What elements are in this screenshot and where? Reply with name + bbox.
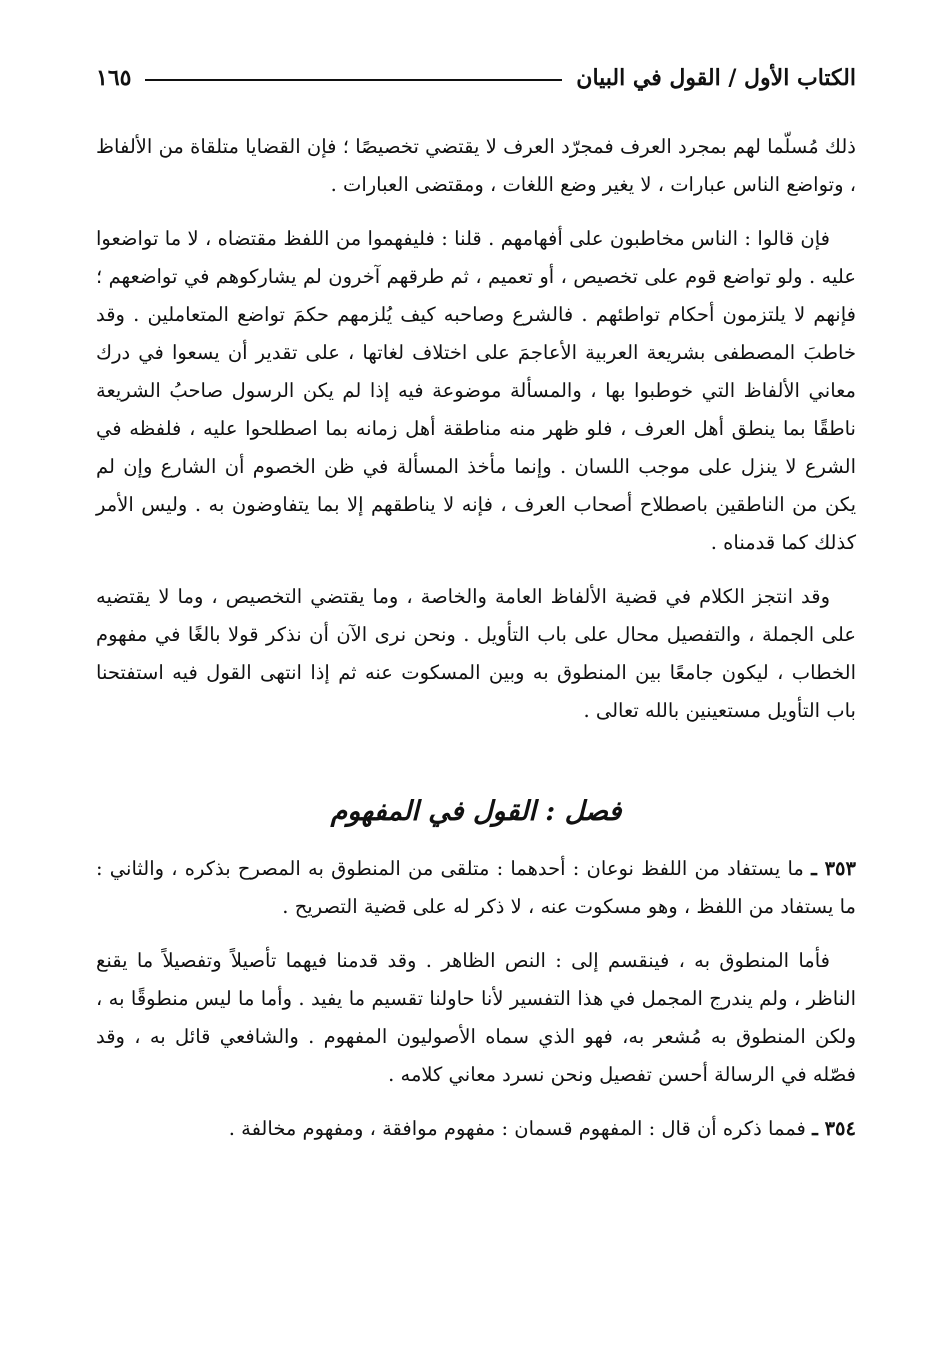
issue-354 <box>96 1110 856 1148</box>
paragraph-objection: فإن قالوا : الناس مخاطبون على أفهامهم . قلنا : فليفهموا من اللفظ مقتضاه ، لا ما تواضعوا عليه . ولو تواضع قوم على تخصيص ، أو تعميم ، ثم طرقهم آخرون لم يشاركوهم في تواضعهم ؛ فإنهم لا يلتزمون أحكام تواطئهم . فالشرع وصاحبه كيف يُلزمهم حكمَ تواضع المتعاملين . وقد خاطبَ المصطفى بشريعة العربية الأعاجمَ على اختلاف لغاتها ، على تقدير أن يسعوا في درك معاني الألفاظ التي خوطبوا بها ، والمسألة موضوعة فيه إذا لم يكن الرسول صاحبُ الشريعة ناطقًا بما ينطق أهل العرف ، فلو ظهر منه مناطقة أهل زمانه بما اصطلحوا عليه ، فلفظه في الشرع لا ينزل على موجب اللسان . وإنما مأخذ المسألة في ظن الخصوم أن الشارع وإن لم يكن من الناطقين باصطلاح أصحاب العرف ، فإنه لا يناطقهم إلا بما يتفاوضون به . وليس الأمر كذلك كما قدمناه . <box>96 227 856 554</box>
running-title: الكتاب الأول / القول في البيان <box>576 65 856 91</box>
paragraph-gap <box>96 1094 856 1110</box>
paragraph-gap <box>96 834 856 850</box>
paragraph-mantuq: فأما المنطوق به ، فينقسم إلى : النص الظاهر . وقد قدمنا فيهما تأصيلاً وتفصيلاً ما يقنع الناظر ، ولم يندرج المجمل في هذا التفسير لأنا حاولنا تقسيم ما يفيد . وأما ما ليس منطوقًا به ، ولكن المنطوق به مُشعر به، فهو الذي سماه الأصوليون المفهوم . والشافعي قائل به ، وقد فصّله في الرسالة أحسن تفصيل ونحن نسرد معاني كلامه . <box>96 949 856 1086</box>
paragraph-gap <box>96 926 856 942</box>
section-gap <box>96 730 856 790</box>
paragraph-transition: وقد انتجز الكلام في قضية الألفاظ العامة والخاصة ، وما يقتضي التخصيص ، وما لا يقتضيه على الجملة ، والتفصيل محال على باب التأويل . ونحن نرى الآن أن نذكر قولا بالغًا في مفهوم الخطاب ، ليكون جامعًا بين المنطوق به وبين المسكوت عنه ثم إذا انتهى القول فيه استفتحنا باب التأويل مستعينين بالله تعالى . <box>96 585 856 722</box>
paragraph-gap <box>96 562 856 578</box>
page-number: ١٦٥ <box>96 65 132 91</box>
page-header <box>96 58 856 98</box>
page-body <box>96 128 856 1148</box>
header-rule <box>145 79 562 81</box>
paragraph-gap <box>96 204 856 220</box>
section-heading: فصل : القول في المفهوم <box>330 796 622 827</box>
issue-353 <box>96 850 856 926</box>
paragraph-urf: ذلك مُسلّما لهم بمجرد العرف فمجرّد العرف لا يقتضي تخصيصًا ؛ فإن القضايا متلقاة من الألفاظ ، وتواضع الناس عبارات ، لا يغير وضع اللغات ، ومقتضى العبارات . <box>96 135 856 196</box>
issue-353-text: ما يستفاد من اللفظ نوعان : أحدهما : متلقى من المنطوق به المصرح بذكره ، والثاني : ما يستفاد من اللفظ ، وهو مسكوت عنه ، لا ذكر له على قضية التصريح . <box>96 857 856 918</box>
issue-353-number: ٣٥٣ ـ <box>811 857 856 880</box>
issue-354-number: ٣٥٤ ـ <box>812 1117 856 1140</box>
issue-354-text: فمما ذكره أن قال : المفهوم قسمان : مفهوم موافقة ، ومفهوم مخالفة . <box>228 1117 806 1140</box>
